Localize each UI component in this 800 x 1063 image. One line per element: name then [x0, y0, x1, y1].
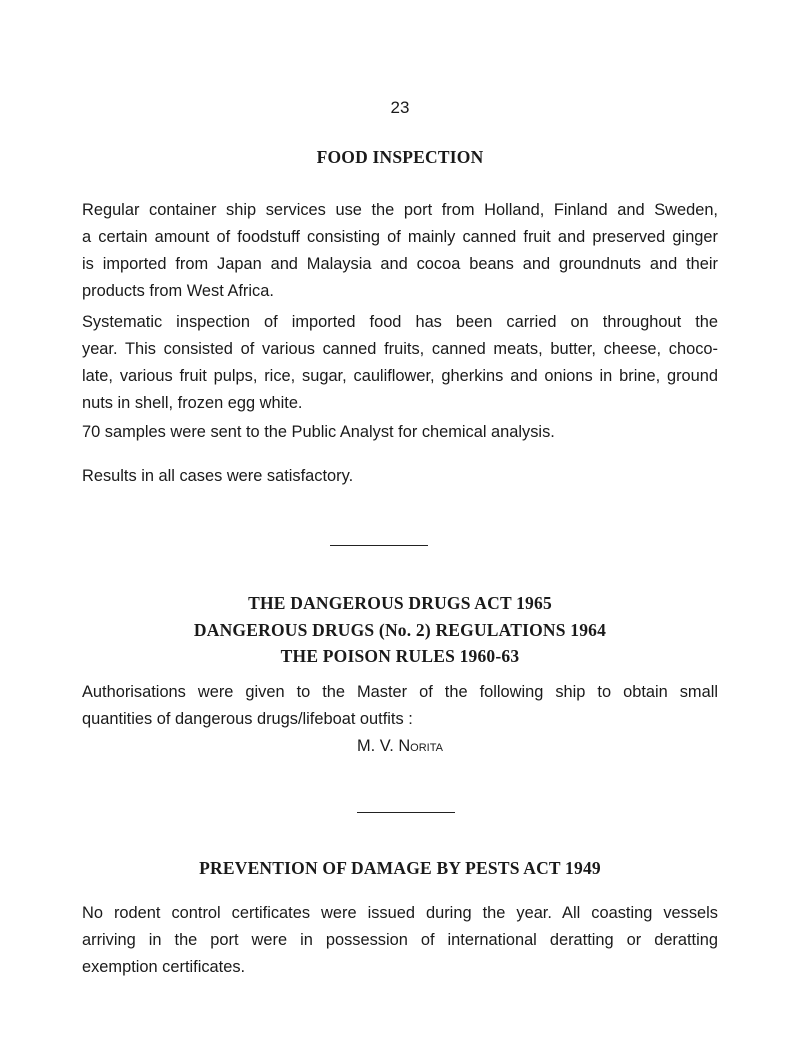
dangerous-drugs-act-heading: THE DANGEROUS DRUGS ACT 1965 — [248, 593, 552, 613]
poison-rules-heading: THE POISON RULES 1960-63 — [280, 646, 520, 666]
text-line: Authorisations were given to the Master of the following ship to obtain small — [82, 683, 718, 701]
text-line: Regular container ship services use the port from Holland, Finland and Sweden, — [82, 201, 718, 219]
text-line: Results in all cases were satisfactory. — [82, 467, 354, 485]
text-line: No rodent control certificates were issued during the year. All coasting vessels — [82, 904, 718, 922]
dangerous-drugs-regulations-heading: DANGEROUS DRUGS (No. 2) REGULATIONS 1964 — [193, 620, 607, 640]
food-inspection-paragraph-3 — [82, 419, 718, 446]
text-line: 70 samples were sent to the Public Analyst for chemical analysis. — [82, 423, 555, 441]
text-line: late, various fruit pulps, rice, sugar, cauliflower, gherkins and onions in brine, ground — [82, 367, 718, 385]
text-line: nuts in shell, frozen egg white. — [82, 394, 303, 412]
page-number: 23 — [390, 98, 410, 117]
pests-act-heading: PREVENTION OF DAMAGE BY PESTS ACT 1949 — [199, 858, 601, 878]
ship-name — [0, 737, 800, 756]
section-divider — [330, 545, 428, 546]
food-inspection-heading: FOOD INSPECTION — [316, 147, 484, 167]
text-line: quantities of dangerous drugs/lifeboat outfits : — [82, 710, 413, 728]
text-line: Systematic inspection of imported food has been carried on throughout the — [82, 313, 718, 331]
food-inspection-paragraph-2 — [82, 309, 718, 417]
dangerous-drugs-paragraph — [82, 679, 718, 733]
text-line: exemption certificates. — [82, 958, 246, 976]
food-inspection-paragraph-4 — [82, 463, 718, 490]
pests-paragraph — [82, 900, 718, 981]
text-line: products from West Africa. — [82, 282, 274, 300]
text-line: a certain amount of foodstuff consisting of mainly canned fruit and preserved ginger — [82, 228, 718, 246]
text-line: arriving in the port were in possession of international deratting or deratting — [82, 931, 718, 949]
food-inspection-paragraph-1 — [82, 197, 718, 305]
ship-name-text: Norita — [398, 737, 443, 755]
ship-prefix: M. V. — [357, 737, 394, 755]
section-divider — [357, 812, 455, 813]
text-line: is imported from Japan and Malaysia and cocoa beans and groundnuts and their — [82, 255, 718, 273]
text-line: year. This consisted of various canned fruits, canned meats, butter, cheese, choco- — [82, 340, 718, 358]
